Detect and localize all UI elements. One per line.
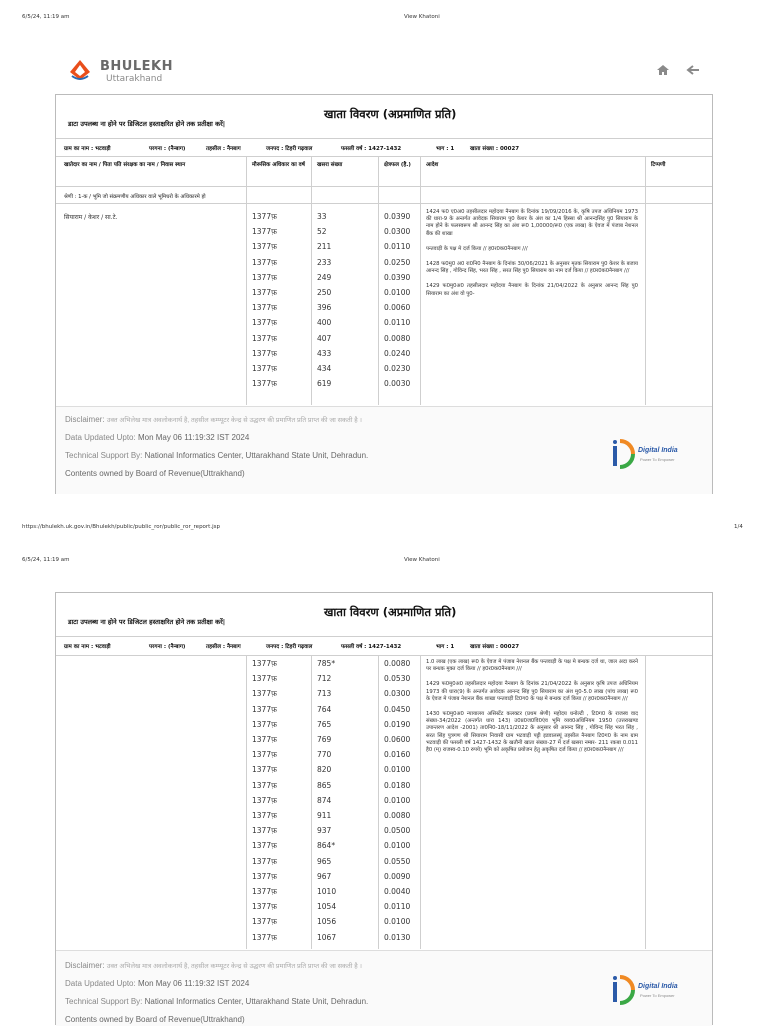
area-cell: 0.0180: [384, 780, 411, 790]
print-datetime: 6/5/24, 11:19 am: [22, 557, 70, 563]
order-text: पन्तवाड़ी के पक्ष मे दर्ज किया // ह0र0क0नैनबाग ///: [426, 245, 528, 252]
meta-village: ग्राम का नाम : भटवाड़ी: [64, 146, 111, 152]
year-cell: 1377फ़: [252, 303, 277, 313]
khasra-cell: 864*: [317, 841, 336, 851]
year-cell: 1377फ़: [252, 674, 277, 684]
year-cell: 1377फ़: [252, 364, 277, 373]
report-title: खाता विवरण (अप्रमाणित प्रति): [324, 605, 457, 619]
orders-page1: [426, 209, 638, 306]
area-cell: 0.0100: [384, 795, 411, 805]
area-cell: 0.0060: [384, 303, 411, 313]
brand-state: Uttarakhand: [106, 74, 163, 84]
year-cell: 1377फ़: [252, 212, 277, 221]
meta-khata: खाता संख्या : 00027: [470, 644, 520, 650]
disclaimer-text: उक्त अभिलेख मात्र अवलोकनार्थ है, तहसील कम्प्यूटर केन्द्र से उद्धरण की प्रमाणित प्रति प्राप्त की जा सकती है ।: [106, 963, 362, 970]
disclaimer: [65, 961, 362, 970]
khasra-cell: 249: [317, 272, 332, 282]
khasra-cell: 764: [317, 704, 332, 714]
khasra-cell: 400: [317, 318, 332, 328]
support-value: National Informatics Center, Uttarakhand State Unit, Dehradun.: [144, 997, 369, 1006]
area-cell: 0.0240: [384, 348, 411, 358]
year-cell: 1377फ़: [252, 318, 277, 328]
year-cell: 1377फ़: [252, 348, 277, 358]
digital-india-logo-icon: [604, 973, 636, 1007]
year-cell: 1377फ़: [252, 871, 277, 881]
meta-district: जनपद : टिहरी गढ़वाल: [266, 146, 313, 152]
area-cell: 0.0390: [384, 212, 411, 221]
digital-india-logo-icon: [604, 437, 636, 471]
order-text: 1428 फ0मु0 अ0 रा0नि0 नैनबाग के दिनांक 30/06/2021 के अनुसार मृतक सियाराम पु0 केशर के बजाय आनन्द सिंह , गोविन्द सिंह, भरत सिंह , सरत सिंह पु0 सियाराम का नाम दर्ज किया // ह0र0क0नैनबाग ///: [426, 261, 638, 275]
khasra-cell: 434: [317, 364, 332, 373]
area-cell: 0.0080: [384, 811, 411, 820]
back-arrow-icon[interactable]: [686, 64, 700, 80]
area-cell: 0.0100: [384, 841, 411, 851]
col-area: क्षेत्रफल (है.): [384, 162, 411, 168]
area-cell: 0.0450: [384, 704, 411, 714]
report-box-page1: [55, 94, 713, 494]
khasra-cell: 396: [317, 303, 332, 313]
updated-line: [65, 433, 249, 442]
col-owner: खातेदार का नाम / पिता पति संरक्षक का नाम / निवास स्थान: [64, 162, 186, 168]
updated-value: Mon May 06 11:19:32 IST 2024: [137, 433, 250, 442]
year-cell: 1377फ़: [252, 257, 277, 267]
khasra-cell: 52: [317, 227, 327, 237]
owner-name: सियाराम / केशर / सा.टे.: [64, 214, 118, 221]
meta-tehsil: तहसील : नैनबाग: [206, 146, 241, 152]
area-cell: 0.0090: [384, 871, 411, 881]
area-cell: 0.0110: [384, 242, 411, 252]
wait-note: डाटा उपलब्ध ना होने पर डिजिटल हस्ताक्षरित होने तक प्रतीक्षा करें|: [68, 618, 226, 626]
khasra-cell: 619: [317, 379, 332, 389]
khasra-cell: 33: [317, 212, 327, 221]
meta-fasli: फसली वर्ष : 1427-1432: [341, 644, 402, 650]
khasra-cell: 785*: [317, 659, 336, 668]
meta-district: जनपद : टिहरी गढ़वाल: [266, 644, 313, 650]
print-title: View Khatoni: [404, 557, 440, 563]
year-cell: 1377फ़: [252, 826, 277, 836]
digital-india-title: Digital India: [638, 983, 678, 990]
bhulekh-logo-icon: [66, 58, 94, 82]
area-cell: 0.0230: [384, 364, 411, 373]
report-title: खाता विवरण (अप्रमाणित प्रति): [324, 107, 457, 121]
meta-pargana: परगना : (नैन्बाग): [149, 644, 186, 650]
print-page: 1/4: [734, 524, 743, 530]
area-cell: 0.0080: [384, 659, 411, 668]
area-cell: 0.0100: [384, 917, 411, 927]
area-cell: 0.0190: [384, 719, 411, 729]
meta-khata: खाता संख्या : 00027: [470, 146, 520, 152]
area-cell: 0.0110: [384, 318, 411, 328]
khasra-cell: 937: [317, 826, 332, 836]
meta-bhag: भाग : 1: [436, 644, 455, 650]
brand-name: BHULEKH: [100, 59, 173, 74]
report-footer: [56, 950, 712, 1026]
area-cell: 0.0030: [384, 379, 411, 389]
support-line: [65, 997, 368, 1006]
area-cell: 0.0300: [384, 689, 411, 699]
support-label: Technical Support By:: [65, 451, 143, 460]
khasra-cell: 770: [317, 750, 332, 760]
year-cell: 1377फ़: [252, 704, 277, 714]
khasra-cell: 1067: [317, 932, 337, 942]
order-text: 1424 फ0 ए0अ0 तहसीलदार महोदया नैनबाग के दिनांक 19/09/2016 के, कृषि उपज अधिनियम 1973 की धारा-9 के अन्तर्गत आवेदक सियाराम पु0 केशर के अंश का 1/4 हिस्सा श्री आनन्दसिंह पु0 सियाराम के नाम होने के फलस्वरूप श्री आनन्द सिंह का अंश रू0 1,00000/रू0 (एक लाख) के ऐवज में पंजाब नेशनल बैंक की शाखा: [426, 209, 638, 237]
category-row: श्रेणी : 1-क / भूमि जो संक्रमणीय अधिकार वाले भूमिधरो के अधिकारमे हो: [64, 194, 206, 200]
khasra-cell: 1054: [317, 902, 337, 912]
order-text: 1.0 लाख (एक लाख) रू0 के ऐवज मे पंजाब नेशनल बैंक पन्तवाड़ी के पक्ष मे बन्धक दर्ज था, जाल अदा करने पर बन्धक मुक्त दर्ज किया // ह0र0क0नैनबाग ///: [426, 659, 638, 673]
khasra-cell: 211: [317, 242, 332, 252]
year-cell: 1377फ़: [252, 333, 277, 343]
khasra-cell: 874: [317, 795, 332, 805]
year-cell: 1377फ़: [252, 750, 277, 760]
year-cell: 1377फ़: [252, 902, 277, 912]
home-icon[interactable]: [656, 64, 670, 80]
digital-india-sub: Power To Empower: [640, 993, 675, 998]
col-year: मौरूसिक अधिकार का वर्ष: [252, 162, 305, 168]
order-text: 1429 फ0मु0अ0 तहसीलदार महोदया नैनबाग के दिनांक 21/04/2022 के अनुसार कृषि उपज अधिनियम 1973 की धारा(9) के अन्तर्गत आवेदक आनन्द सिंह पु0 सियाराम का अंश मु0-5.0 लाख (पांच लाख) रू0 के ऐवज मे पंजाब नेशनल बैंक शाखा पन्तवाड़ी टि0ग0 के पक्ष मे बन्धक दर्ज किया // ह0र0क0नैनबाग ///: [426, 681, 638, 702]
year-cell: 1377फ़: [252, 288, 277, 297]
meta-village: ग्राम का नाम : भटवाड़ी: [64, 644, 111, 650]
khasra-cell: 407: [317, 333, 332, 343]
support-line: [65, 451, 368, 460]
year-cell: 1377फ़: [252, 379, 277, 389]
year-cell: 1377फ़: [252, 719, 277, 729]
print-url[interactable]: https://bhulekh.uk.gov.in/Bhulekh/public/public_ror/public_ror_report.jsp: [22, 524, 220, 530]
report-box-page2: [55, 592, 713, 1025]
year-cell: 1377फ़: [252, 795, 277, 805]
owned-line: Contents owned by Board of Revenue(Uttrakhand): [65, 1015, 245, 1024]
year-cell: 1377फ़: [252, 841, 277, 851]
meta-pargana: परगना : (नैन्बाग): [149, 146, 186, 152]
area-cell: 0.0300: [384, 227, 411, 237]
khasra-cell: 967: [317, 871, 332, 881]
updated-label: Data Updated Upto:: [65, 979, 136, 988]
wait-note: डाटा उपलब्ध ना होने पर डिजिटल हस्ताक्षरित होने तक प्रतीक्षा करें|: [68, 120, 226, 128]
area-cell: 0.0250: [384, 257, 411, 267]
digital-india-sub: Power To Empower: [640, 457, 675, 462]
print-datetime: 6/5/24, 11:19 am: [22, 14, 70, 20]
year-cell: 1377फ़: [252, 735, 277, 744]
col-remark: टिप्पणी: [651, 162, 666, 168]
order-text: 1429 फ0मु0अ0 तहसीलदार महोदया नैनबाग के दिनांक 21/04/2022 के अनुसार आनन्द सिंह पु0 सियाराम का अंश वो पु0-: [426, 283, 638, 297]
disclaimer: [65, 415, 362, 424]
col-order: आदेश: [426, 162, 439, 168]
col-khasra: खसरा संख्या: [317, 162, 343, 168]
area-cell: 0.0390: [384, 272, 411, 282]
khasra-cell: 713: [317, 689, 332, 699]
khasra-cell: 820: [317, 765, 332, 775]
khasra-cell: 911: [317, 811, 332, 820]
disclaimer-text: उक्त अभिलेख मात्र अवलोकनार्थ है, तहसील कम्प्यूटर केन्द्र से उद्धरण की प्रमाणित प्रति प्राप्त की जा सकती है ।: [106, 417, 362, 424]
year-cell: 1377फ़: [252, 811, 277, 820]
area-cell: 0.0500: [384, 826, 411, 836]
khasra-cell: 769: [317, 735, 332, 744]
disclaimer-label: Disclaimer:: [65, 415, 105, 424]
khasra-cell: 712: [317, 674, 332, 684]
khasra-cell: 250: [317, 288, 332, 297]
report-footer: [56, 406, 712, 494]
print-title: View Khatoni: [404, 14, 440, 20]
area-cell: 0.0550: [384, 856, 411, 866]
order-text: 1430 फ0मु0अ0 न्यायालय असिस्टेंट कलक्टर (प्रथम श्रेणी) महोदय धनोल्टी , टि0ग0 के राजस्व वाद संख्या-34/2022 (अन्तर्गत धारा 143) उ0प्र0ज0वि0एंव भूमि व्यव0अधिनियम 1950 (उत्तराखण्ड उपान्तरण आदेश -2001) ता0नि0-18/11/2022 के अनुसार श्री आनन्द सिंह , गोविन्द सिंह भरत सिंह , सरत सिंह पुत्रगण श्री सियाराम निवासी ग्राम भटवाड़ी पट्टी इडवालस्यूं तहसील नैनबाग टि0ग0 के नाम ग्राम भटवाड़ी की फसली वर्ष 1427-1432 के खतौनी खाता संख्या-27 में दर्ज खसरा नम्बर- 211 रकबा 0.011 है0 (म्) राजस्व-0.10 रुपये) भूमि को अकृषित प्रयोजन हेतु अकृषित दर्ज किया // ह0र0क0नैनबाग ///: [426, 711, 638, 754]
updated-line: [65, 979, 249, 988]
orders-page2: [426, 659, 638, 762]
khasra-cell: 765: [317, 719, 332, 729]
year-cell: 1377फ़: [252, 689, 277, 699]
khasra-cell: 433: [317, 348, 332, 358]
digital-india-title: Digital India: [638, 447, 678, 454]
meta-tehsil: तहसील : नैनबाग: [206, 644, 241, 650]
updated-label: Data Updated Upto:: [65, 433, 136, 442]
meta-fasli: फसली वर्ष : 1427-1432: [341, 146, 402, 152]
area-cell: 0.0080: [384, 333, 411, 343]
meta-bhag: भाग : 1: [436, 146, 455, 152]
support-label: Technical Support By:: [65, 997, 143, 1006]
area-cell: 0.0110: [384, 902, 411, 912]
year-cell: 1377फ़: [252, 780, 277, 790]
year-cell: 1377फ़: [252, 887, 277, 896]
khasra-cell: 1010: [317, 887, 337, 896]
year-cell: 1377फ़: [252, 917, 277, 927]
year-cell: 1377फ़: [252, 242, 277, 252]
khasra-cell: 965: [317, 856, 332, 866]
khasra-cell: 233: [317, 257, 332, 267]
support-value: National Informatics Center, Uttarakhand State Unit, Dehradun.: [144, 451, 369, 460]
year-cell: 1377फ़: [252, 659, 277, 668]
khasra-cell: 1056: [317, 917, 337, 927]
khasra-cell: 865: [317, 780, 332, 790]
area-cell: 0.0530: [384, 674, 411, 684]
year-cell: 1377फ़: [252, 765, 277, 775]
area-cell: 0.0130: [384, 932, 411, 942]
owned-line: Contents owned by Board of Revenue(Uttrakhand): [65, 469, 245, 478]
area-cell: 0.0600: [384, 735, 411, 744]
area-cell: 0.0100: [384, 288, 411, 297]
disclaimer-label: Disclaimer:: [65, 961, 105, 970]
year-cell: 1377फ़: [252, 856, 277, 866]
year-cell: 1377फ़: [252, 227, 277, 237]
area-cell: 0.0040: [384, 887, 411, 896]
area-cell: 0.0100: [384, 765, 411, 775]
area-cell: 0.0160: [384, 750, 411, 760]
updated-value: Mon May 06 11:19:32 IST 2024: [137, 979, 250, 988]
year-cell: 1377फ़: [252, 272, 277, 282]
year-cell: 1377फ़: [252, 932, 277, 942]
